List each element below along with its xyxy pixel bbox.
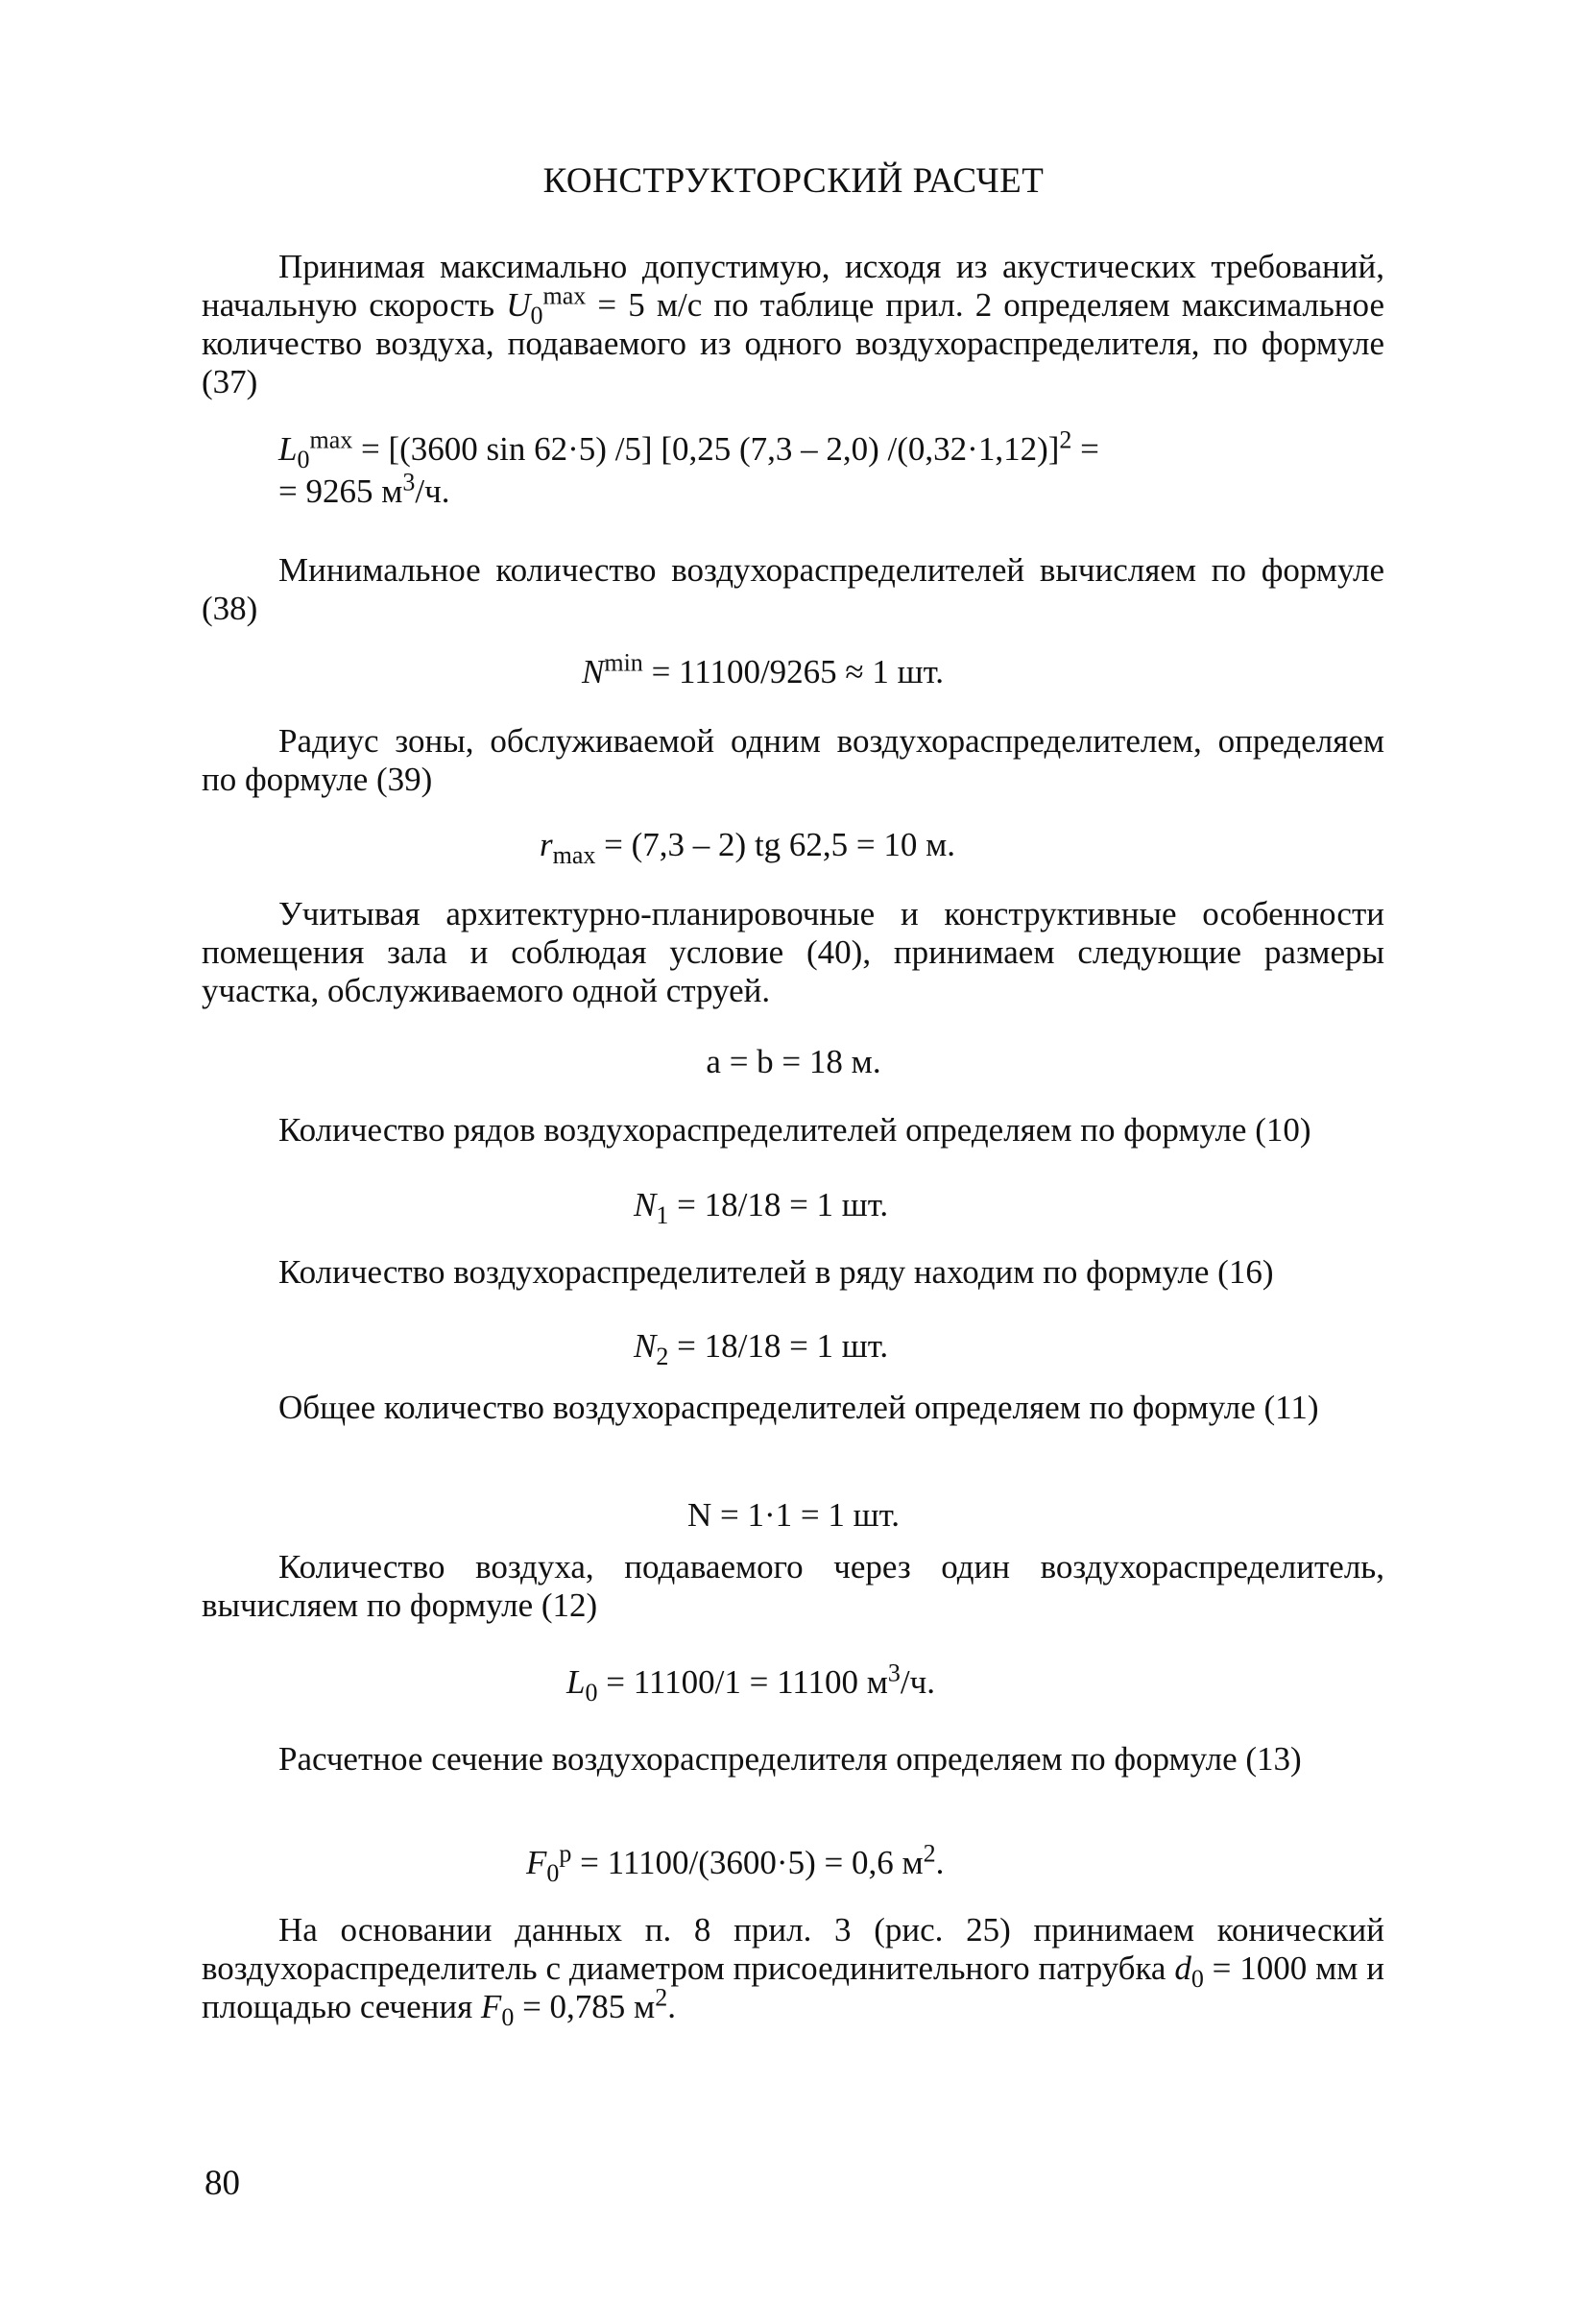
paragraph-10-text-b: = 1000 мм и площадью сечения bbox=[202, 1949, 1384, 2025]
area-subscript: 0 bbox=[501, 2003, 515, 2031]
paragraph-1-text-a: Принимая максимально допустимую, исходя из акустических требований, начальную скорость bbox=[202, 248, 1384, 324]
area-symbol: F bbox=[480, 1988, 502, 2025]
formula-37-sub: 0 bbox=[297, 446, 310, 473]
formula-dimensions: a = b = 18 м. bbox=[706, 1043, 881, 1080]
formula-39-sub: max bbox=[552, 841, 596, 869]
paragraph-6: Количество воздухораспределителей в ряду находим по формуле (16) bbox=[278, 1253, 1274, 1291]
formula-13-rhs: = 11100/(3600·5) = 0,6 м bbox=[571, 1844, 924, 1881]
formula-10 bbox=[634, 1186, 889, 1229]
formula-13-sup2: 2 bbox=[923, 1839, 936, 1868]
paragraph-10-text-a: На основании данных п. 8 прил. 3 (рис. 25) принимаем конический воздухораспределитель с диаметром присоединительного патрубка bbox=[202, 1911, 1384, 1987]
formula-38-var: N bbox=[582, 653, 605, 690]
formula-38-sup: min bbox=[604, 648, 643, 677]
formula-10-sub: 1 bbox=[656, 1201, 669, 1229]
formula-12 bbox=[566, 1658, 935, 1707]
formula-16 bbox=[634, 1327, 889, 1370]
formula-38 bbox=[582, 648, 945, 691]
paragraph-1-text-b: = 5 м/с по таблице прил. 2 определяем максимальное количество воздуха, подаваемого из одного воздухораспределителя, по формуле (37) bbox=[202, 286, 1384, 400]
diameter-symbol: d bbox=[1174, 1949, 1191, 1987]
formula-37 bbox=[278, 425, 1099, 511]
formula-10-var: N bbox=[634, 1186, 657, 1223]
formula-12-sub: 0 bbox=[585, 1679, 598, 1707]
formula-16-rhs: = 18/18 = 1 шт. bbox=[668, 1327, 889, 1365]
formula-13-sub: 0 bbox=[546, 1859, 560, 1887]
formula-12-var: L bbox=[566, 1663, 586, 1701]
paragraph-10-text-c: = 0,785 м bbox=[514, 1988, 656, 2025]
paragraph-7: Общее количество воздухораспределителей определяем по формуле (11) bbox=[278, 1389, 1319, 1426]
paragraph-1 bbox=[202, 248, 1384, 401]
formula-37-tail: = bbox=[1071, 430, 1099, 468]
formula-16-sub: 2 bbox=[656, 1343, 669, 1370]
diameter-subscript: 0 bbox=[1190, 1965, 1204, 1993]
formula-37-result: = 9265 м bbox=[278, 472, 403, 510]
formula-13-sup: p bbox=[559, 1839, 572, 1868]
formula-12-rhs: = 11100/1 = 11100 м bbox=[597, 1663, 888, 1701]
formula-39-rhs: = (7,3 – 2) tg 62,5 = 10 м. bbox=[595, 826, 956, 863]
formula-37-rhs: = [(3600 sin 62·5) /5] [0,25 (7,3 – 2,0) /(0,32·1,12)] bbox=[352, 430, 1060, 468]
velocity-symbol: U bbox=[506, 286, 531, 324]
paragraph-8: Количество воздуха, подаваемого через один воздухораспределитель, вычисляем по формуле (12) bbox=[202, 1548, 1384, 1624]
formula-37-result-sup: 3 bbox=[402, 468, 416, 496]
formula-37-line-1 bbox=[278, 425, 1099, 473]
formula-37-power: 2 bbox=[1059, 425, 1072, 454]
paragraph-3: Радиус зоны, обслуживаемой одним воздухораспределителем, определяем по формуле (39) bbox=[202, 722, 1384, 798]
formula-11: N = 1·1 = 1 шт. bbox=[686, 1496, 901, 1534]
formula-13-var: F bbox=[526, 1844, 547, 1881]
paragraph-9: Расчетное сечение воздухораспределителя определяем по формуле (13) bbox=[278, 1740, 1302, 1778]
velocity-subscript: 0 bbox=[530, 302, 543, 329]
formula-13-tail: . bbox=[935, 1844, 945, 1881]
page-title: КОНСТРУКТОРСКИЙ РАСЧЕТ bbox=[542, 161, 1045, 201]
page-number: 80 bbox=[204, 2164, 240, 2203]
velocity-superscript: max bbox=[542, 281, 587, 310]
formula-37-line-2 bbox=[278, 468, 1099, 511]
paragraph-2: Минимальное количество воздухораспределителей вычисляем по формуле (38) bbox=[202, 551, 1384, 627]
formula-12-tail: /ч. bbox=[900, 1663, 935, 1701]
paragraph-4: Учитывая архитектурно-планировочные и конструктивные особенности помещения зала и соблюдая условие (40), принимаем следующие размеры участка, обслуживаемого одной струей. bbox=[202, 895, 1384, 1009]
formula-38-rhs: = 11100/9265 ≈ 1 шт. bbox=[642, 653, 945, 690]
formula-39 bbox=[540, 826, 956, 869]
formula-13 bbox=[526, 1839, 945, 1887]
paragraph-10-text-d: . bbox=[667, 1988, 676, 2025]
formula-39-var: r bbox=[540, 826, 553, 863]
formula-37-var: L bbox=[278, 430, 298, 468]
formula-12-sup: 3 bbox=[887, 1658, 901, 1687]
formula-10-rhs: = 18/18 = 1 шт. bbox=[668, 1186, 889, 1223]
paragraph-10 bbox=[202, 1911, 1384, 2031]
paragraph-5: Количество рядов воздухораспределителей определяем по формуле (10) bbox=[278, 1111, 1311, 1149]
formula-37-result-tail: /ч. bbox=[415, 472, 450, 510]
area-unit-superscript: 2 bbox=[655, 1983, 668, 2012]
formula-37-sup: max bbox=[309, 425, 353, 454]
formula-16-var: N bbox=[634, 1327, 657, 1365]
